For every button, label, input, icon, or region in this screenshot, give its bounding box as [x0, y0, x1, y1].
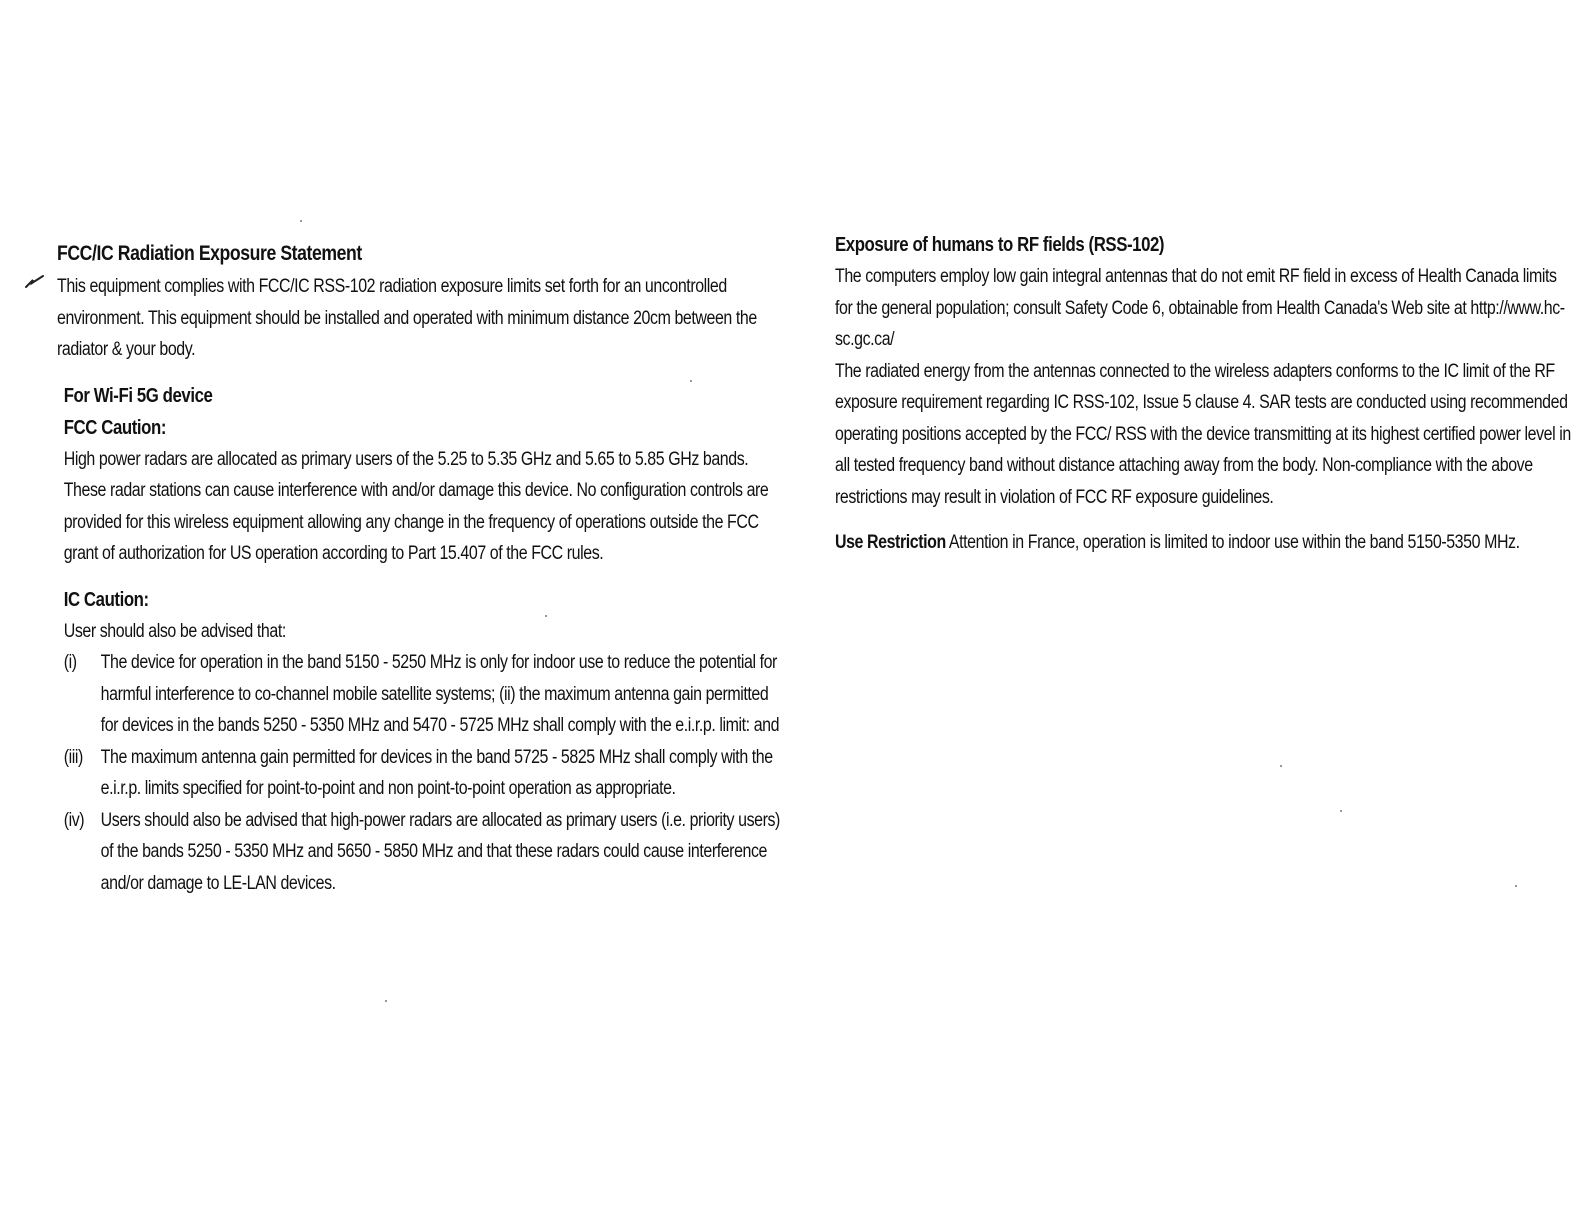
- scan-speck: [300, 220, 302, 222]
- list-item-number: (i): [63, 652, 77, 673]
- ic-caution-heading: IC Caution:: [63, 588, 149, 611]
- list-item-text: The maximum antenna gain permitted for devices in the band 5725 - 5825 MHz shall comply with the e.i.r.p. limits specified for point-to-point and non point-to-point operation as appropriate.: [100, 746, 773, 799]
- rf-exposure-paragraph-2: The radiated energy from the antennas connected to the wireless adapters conforms to the IC limit of the RF exposure requirement regarding IC RSS-102, Issue 5 clause 4. SAR tests are conducted using recommended operating positions accepted by the FCC/ RSS with the device transmitting at its highest certified power level in all tested frequency band without distance attaching away from the body. Non-compliance with the above restrictions may result in violation of FCC RF exposure guidelines.: [835, 360, 1571, 508]
- scan-speck: [1280, 765, 1282, 767]
- rf-exposure-title: Exposure of humans to RF fields (RSS-102): [835, 234, 1165, 256]
- use-restriction-text: Attention in France, operation is limited to indoor use within the band 5150-5350 MHz.: [945, 532, 1520, 553]
- fcc-caution-text: High power radars are allocated as primary users of the 5.25 to 5.35 GHz and 5.65 to 5.85 GHz bands. These radar stations can cause interference with and/or damage this device. No configuration controls are provided for this wireless equipment allowing any change in the frequency of operations outside the FCC grant of authorization for US operation according to Part 15.407 of the FCC rules.: [63, 448, 769, 564]
- list-item-text: The device for operation in the band 5150 - 5250 MHz is only for indoor use to reduce the potential for harmful interference to co-channel mobile satellite systems; (ii) the maximum antenna gain permitted for devices in the bands 5250 - 5350 MHz and 5470 - 5725 MHz shall comply with the e.i.r.p. limit: and: [100, 652, 780, 736]
- list-item: [64, 647, 788, 742]
- list-item-number: (iii): [63, 746, 83, 768]
- rf-exposure-paragraph-1: The computers employ low gain integral antennas that do not emit RF field in excess of Health Canada limits for the general population; consult Safety Code 6, obtainable from Health Canada's Web site at http://www.hc-sc.gc.ca/: [835, 266, 1565, 350]
- radiation-statement-text: This equipment complies with FCC/IC RSS-102 radiation exposure limits set forth for an uncontrolled environment. This equipment should be installed and operated with minimum distance 20cm between the radiator & your body.: [57, 276, 757, 360]
- scan-speck: [1515, 885, 1517, 887]
- list-item-text: Users should also be advised that high-power radars are allocated as primary users (i.e. priority users) of the bands 5250 - 5350 MHz and 5650 - 5850 MHz and that these radars could cause interference and/or damage to LE-LAN devices.: [100, 809, 780, 894]
- use-restriction-paragraph: [835, 527, 1574, 559]
- scan-speck: [1340, 810, 1342, 812]
- pen-check-mark-icon: [24, 274, 46, 290]
- ic-caution-intro: User should also be advised that:: [63, 620, 286, 642]
- scan-speck: [385, 1000, 387, 1002]
- list-item: [64, 742, 788, 805]
- fcc-caution-heading: FCC Caution:: [63, 416, 167, 439]
- list-item: [64, 805, 788, 900]
- radiation-statement-title: FCC/IC Radiation Exposure Statement: [57, 242, 362, 265]
- wifi-5g-heading: For Wi-Fi 5G device: [63, 384, 213, 407]
- use-restriction-label: Use Restriction: [835, 532, 946, 553]
- left-column: [57, 237, 788, 899]
- right-column: [835, 229, 1574, 559]
- list-item-number: (iv): [63, 809, 85, 831]
